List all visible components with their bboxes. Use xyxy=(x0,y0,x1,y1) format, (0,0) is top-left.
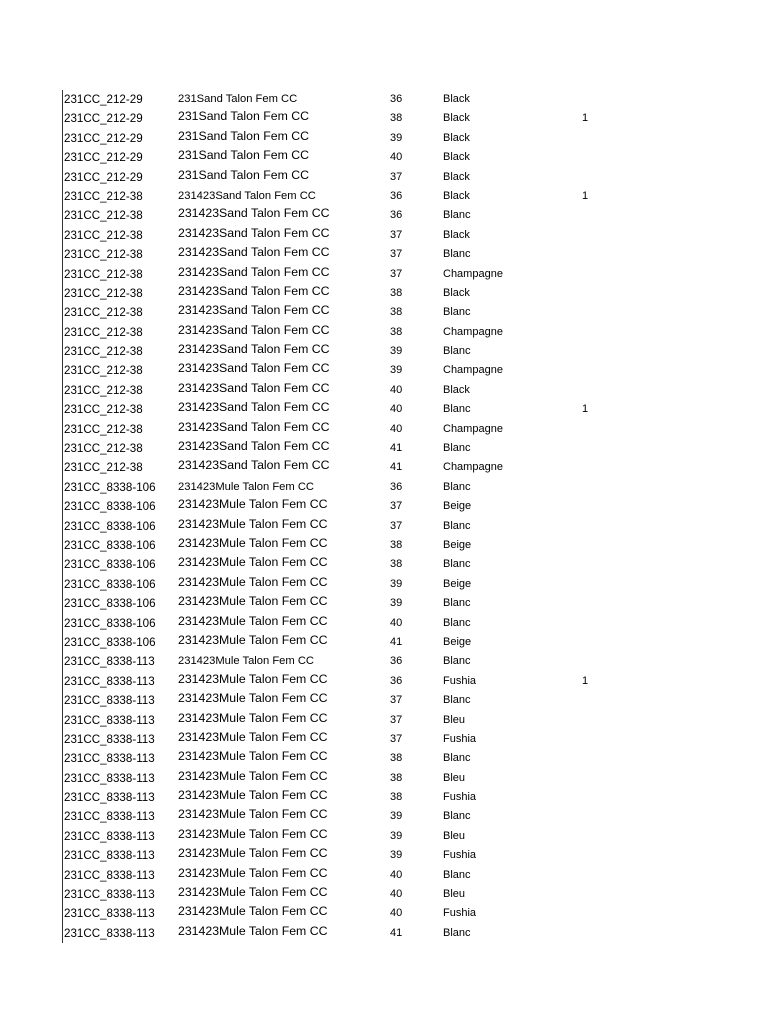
size-cell: 39 xyxy=(390,849,403,862)
color-cell: Fushia xyxy=(443,791,477,804)
table-row xyxy=(63,769,663,788)
product-code-cell: 231CC_8338-113 xyxy=(64,868,155,882)
table-row xyxy=(63,846,663,865)
product-code-cell: 231CC_8338-113 xyxy=(64,752,155,766)
color-cell: Blanc xyxy=(443,209,471,222)
color-cell: Black xyxy=(443,228,470,241)
size-cell: 36 xyxy=(390,189,403,202)
size-cell: 40 xyxy=(390,616,403,629)
table-row xyxy=(63,594,663,613)
product-name-cell: 231423Sand Talon Fem CC xyxy=(178,458,330,473)
product-code-cell: 231CC_212-29 xyxy=(64,170,143,184)
product-code-cell: 231CC_8338-113 xyxy=(64,674,155,688)
color-cell: Champagne xyxy=(443,267,503,280)
product-name-cell: 231423Mule Talon Fem CC xyxy=(178,826,328,841)
product-name-cell: 231423Sand Talon Fem CC xyxy=(178,225,330,240)
product-name-cell: 231423Sand Talon Fem CC xyxy=(178,264,330,279)
size-cell: 39 xyxy=(390,597,403,610)
table-row xyxy=(63,245,663,264)
product-code-cell: 231CC_8338-106 xyxy=(64,480,156,494)
product-name-cell: 231Sand Talon Fem CC xyxy=(178,109,310,124)
color-cell: Blanc xyxy=(443,442,471,455)
size-cell: 36 xyxy=(390,480,403,493)
product-code-cell: 231CC_8338-106 xyxy=(64,597,156,611)
color-cell: Black xyxy=(443,112,470,125)
product-code-cell: 231CC_212-38 xyxy=(64,442,143,456)
table-row xyxy=(63,711,663,730)
table-row xyxy=(63,381,663,400)
size-cell: 41 xyxy=(390,926,403,939)
product-name-cell: 231Sand Talon Fem CC xyxy=(178,167,310,182)
quantity-cell: 1 xyxy=(582,403,589,416)
product-name-cell: 231423Mule Talon Fem CC xyxy=(178,516,328,531)
size-cell: 40 xyxy=(390,868,403,881)
product-name-cell: 231423Mule Talon Fem CC xyxy=(178,632,328,647)
table-row xyxy=(63,420,663,439)
table-row xyxy=(63,497,663,516)
table-row xyxy=(63,517,663,536)
product-code-cell: 231CC_8338-113 xyxy=(64,771,155,785)
size-cell: 40 xyxy=(390,403,403,416)
color-cell: Champagne xyxy=(443,422,503,435)
product-name-cell: 231423Sand Talon Fem CC xyxy=(178,206,330,221)
product-code-cell: 231CC_8338-106 xyxy=(64,500,156,514)
product-code-cell: 231CC_212-38 xyxy=(64,345,143,359)
table-row xyxy=(63,904,663,923)
table-row xyxy=(63,90,663,109)
size-cell: 36 xyxy=(390,93,403,105)
product-name-cell: 231423Sand Talon Fem CC xyxy=(178,400,330,415)
color-cell: Blanc xyxy=(443,403,471,416)
size-cell: 37 xyxy=(390,694,403,707)
product-code-cell: 231CC_212-38 xyxy=(64,267,143,281)
table-row xyxy=(63,672,663,691)
table-row xyxy=(63,400,663,419)
size-cell: 39 xyxy=(390,829,403,842)
product-name-cell: 231423Mule Talon Fem CC xyxy=(178,555,328,570)
color-cell: Black xyxy=(443,170,470,183)
product-name-cell: 231Sand Talon Fem CC xyxy=(178,128,310,143)
size-cell: 38 xyxy=(390,558,403,571)
product-code-cell: 231CC_8338-113 xyxy=(64,849,155,863)
table-row xyxy=(63,788,663,807)
product-name-cell: 231423Sand Talon Fem CC xyxy=(178,245,330,260)
table-row xyxy=(63,284,663,303)
color-cell: Champagne xyxy=(443,325,503,338)
size-cell: 38 xyxy=(390,538,403,551)
color-cell: Bleu xyxy=(443,771,466,784)
product-code-cell: 231CC_8338-113 xyxy=(64,926,155,940)
color-cell: Fushia xyxy=(443,674,477,687)
quantity-cell: 1 xyxy=(582,674,589,687)
product-code-cell: 231CC_8338-113 xyxy=(64,888,155,902)
product-code-cell: 231CC_212-38 xyxy=(64,364,143,378)
product-name-cell: 231Sand Talon Fem CC xyxy=(178,148,310,163)
product-code-cell: 231CC_8338-113 xyxy=(64,655,155,669)
size-cell: 36 xyxy=(390,655,403,668)
size-cell: 37 xyxy=(390,500,403,513)
color-cell: Bleu xyxy=(443,713,466,726)
color-cell: Blanc xyxy=(443,345,471,358)
size-cell: 38 xyxy=(390,306,403,319)
product-code-cell: 231CC_8338-106 xyxy=(64,577,156,591)
color-cell: Blanc xyxy=(443,306,471,319)
color-cell: Beige xyxy=(443,635,472,648)
color-cell: Beige xyxy=(443,500,472,513)
product-name-cell: 231423Mule Talon Fem CC xyxy=(178,807,328,822)
table-row xyxy=(63,342,663,361)
quantity-cell: 1 xyxy=(582,112,589,125)
product-name-cell: 231423Sand Talon Fem CC xyxy=(178,342,330,357)
quantity-cell: 1 xyxy=(582,189,589,202)
product-code-cell: 231CC_212-29 xyxy=(64,151,143,165)
color-cell: Blanc xyxy=(443,868,471,881)
product-code-cell: 231CC_8338-113 xyxy=(64,907,155,921)
product-code-cell: 231CC_212-38 xyxy=(64,461,143,475)
table-row xyxy=(63,458,663,477)
color-cell: Blanc xyxy=(443,810,471,823)
product-name-cell: 231423Mule Talon Fem CC xyxy=(178,788,328,803)
color-cell: Blanc xyxy=(443,558,471,571)
product-name-cell: 231423Sand Talon Fem CC xyxy=(178,283,330,298)
product-name-cell: 231423Mule Talon Fem CC xyxy=(178,710,328,725)
color-cell: Blanc xyxy=(443,752,471,765)
product-code-cell: 231CC_212-38 xyxy=(64,403,143,417)
size-cell: 38 xyxy=(390,286,403,299)
size-cell: 40 xyxy=(390,422,403,435)
product-code-cell: 231CC_212-38 xyxy=(64,306,143,320)
size-cell: 38 xyxy=(390,752,403,765)
table-row xyxy=(63,575,663,594)
product-code-cell: 231CC_212-29 xyxy=(64,93,143,106)
product-code-cell: 231CC_8338-113 xyxy=(64,791,155,805)
color-cell: Beige xyxy=(443,538,472,551)
table-row xyxy=(63,439,663,458)
table-row xyxy=(63,807,663,826)
table-row xyxy=(63,730,663,749)
product-name-cell: 231423Mule Talon Fem CC xyxy=(178,613,328,628)
color-cell: Blanc xyxy=(443,597,471,610)
color-cell: Blanc xyxy=(443,480,471,493)
size-cell: 38 xyxy=(390,791,403,804)
product-code-cell: 231CC_8338-113 xyxy=(64,694,155,708)
size-cell: 39 xyxy=(390,577,403,590)
product-name-cell: 231423Mule Talon Fem CC xyxy=(178,574,328,589)
table-row xyxy=(63,109,663,128)
product-code-cell: 231CC_8338-106 xyxy=(64,519,156,533)
table-row xyxy=(63,265,663,284)
size-cell: 37 xyxy=(390,519,403,532)
table-row xyxy=(63,924,663,943)
product-name-cell: 231423Mule Talon Fem CC xyxy=(178,655,314,668)
product-name-cell: 231423Mule Talon Fem CC xyxy=(178,768,328,783)
color-cell: Champagne xyxy=(443,364,503,377)
product-code-cell: 231CC_212-38 xyxy=(64,209,143,223)
product-name-cell: 231423Mule Talon Fem CC xyxy=(178,691,328,706)
table-row xyxy=(63,361,663,380)
product-name-cell: 231423Mule Talon Fem CC xyxy=(178,749,328,764)
size-cell: 41 xyxy=(390,442,403,455)
table-row xyxy=(63,536,663,555)
product-name-cell: 231Sand Talon Fem CC xyxy=(178,93,298,105)
product-code-cell: 231CC_8338-106 xyxy=(64,635,156,649)
product-code-cell: 231CC_8338-106 xyxy=(64,616,156,630)
size-cell: 37 xyxy=(390,248,403,261)
product-name-cell: 231423Mule Talon Fem CC xyxy=(178,729,328,744)
color-cell: Fushia xyxy=(443,849,477,862)
size-cell: 39 xyxy=(390,131,403,144)
product-code-cell: 231CC_8338-113 xyxy=(64,732,155,746)
color-cell: Black xyxy=(443,93,470,105)
product-code-cell: 231CC_212-38 xyxy=(64,422,143,436)
product-name-cell: 231423Sand Talon Fem CC xyxy=(178,380,330,395)
product-code-cell: 231CC_212-38 xyxy=(64,383,143,397)
table-row xyxy=(63,866,663,885)
table-row xyxy=(63,323,663,342)
color-cell: Fushia xyxy=(443,907,477,920)
table-row xyxy=(63,148,663,167)
table-row xyxy=(63,187,663,206)
size-cell: 40 xyxy=(390,888,403,901)
size-cell: 37 xyxy=(390,267,403,280)
size-cell: 36 xyxy=(390,209,403,222)
product-name-cell: 231423Mule Talon Fem CC xyxy=(178,535,328,550)
size-cell: 37 xyxy=(390,228,403,241)
size-cell: 38 xyxy=(390,771,403,784)
table-row xyxy=(63,633,663,652)
color-cell: Champagne xyxy=(443,461,503,474)
color-cell: Blanc xyxy=(443,519,471,532)
table-row xyxy=(63,226,663,245)
product-name-cell: 231423Mule Talon Fem CC xyxy=(178,480,314,493)
product-name-cell: 231423Mule Talon Fem CC xyxy=(178,865,328,880)
table-row xyxy=(63,206,663,225)
product-name-cell: 231423Mule Talon Fem CC xyxy=(178,497,328,512)
table-row xyxy=(63,168,663,187)
product-code-cell: 231CC_212-29 xyxy=(64,131,143,145)
table-row xyxy=(63,885,663,904)
color-cell: Blanc xyxy=(443,248,471,261)
size-cell: 37 xyxy=(390,732,403,745)
color-cell: Blanc xyxy=(443,694,471,707)
product-name-cell: 231423Mule Talon Fem CC xyxy=(178,594,328,609)
product-name-cell: 231423Sand Talon Fem CC xyxy=(178,189,316,202)
product-name-cell: 231423Sand Talon Fem CC xyxy=(178,419,330,434)
size-cell: 40 xyxy=(390,907,403,920)
product-code-cell: 231CC_212-38 xyxy=(64,248,143,262)
product-name-cell: 231423Mule Talon Fem CC xyxy=(178,904,328,919)
table-row xyxy=(63,652,663,671)
color-cell: Black xyxy=(443,189,470,202)
table-row xyxy=(63,827,663,846)
size-cell: 38 xyxy=(390,325,403,338)
color-cell: Blanc xyxy=(443,926,471,939)
product-code-cell: 231CC_212-38 xyxy=(64,286,143,300)
size-cell: 39 xyxy=(390,345,403,358)
color-cell: Black xyxy=(443,286,470,299)
product-code-cell: 231CC_8338-113 xyxy=(64,713,155,727)
color-cell: Black xyxy=(443,151,470,164)
table-row xyxy=(63,614,663,633)
product-name-cell: 231423Mule Talon Fem CC xyxy=(178,846,328,861)
table-row xyxy=(63,129,663,148)
color-cell: Black xyxy=(443,383,470,396)
product-name-cell: 231423Sand Talon Fem CC xyxy=(178,361,330,376)
product-code-cell: 231CC_212-38 xyxy=(64,189,143,203)
product-code-cell: 231CC_8338-106 xyxy=(64,558,156,572)
size-cell: 39 xyxy=(390,364,403,377)
table-row xyxy=(63,303,663,322)
product-name-cell: 231423Mule Talon Fem CC xyxy=(178,885,328,900)
product-code-cell: 231CC_8338-113 xyxy=(64,810,155,824)
product-name-cell: 231423Sand Talon Fem CC xyxy=(178,439,330,454)
size-cell: 41 xyxy=(390,635,403,648)
product-name-cell: 231423Mule Talon Fem CC xyxy=(178,671,328,686)
product-name-cell: 231423Sand Talon Fem CC xyxy=(178,322,330,337)
color-cell: Blanc xyxy=(443,616,471,629)
color-cell: Black xyxy=(443,131,470,144)
size-cell: 38 xyxy=(390,112,403,125)
table-row xyxy=(63,555,663,574)
size-cell: 36 xyxy=(390,674,403,687)
product-name-cell: 231423Mule Talon Fem CC xyxy=(178,923,328,938)
table-row xyxy=(63,478,663,497)
table-row xyxy=(63,691,663,710)
color-cell: Blanc xyxy=(443,655,471,668)
size-cell: 41 xyxy=(390,461,403,474)
product-code-cell: 231CC_212-29 xyxy=(64,112,143,126)
table-row xyxy=(63,749,663,768)
size-cell: 40 xyxy=(390,383,403,396)
product-name-cell: 231423Sand Talon Fem CC xyxy=(178,303,330,318)
size-cell: 40 xyxy=(390,151,403,164)
color-cell: Beige xyxy=(443,577,472,590)
size-cell: 39 xyxy=(390,810,403,823)
product-code-cell: 231CC_212-38 xyxy=(64,325,143,339)
product-code-cell: 231CC_212-38 xyxy=(64,228,143,242)
color-cell: Bleu xyxy=(443,829,466,842)
product-table xyxy=(62,90,663,943)
product-code-cell: 231CC_8338-113 xyxy=(64,829,155,843)
color-cell: Bleu xyxy=(443,888,466,901)
product-code-cell: 231CC_8338-106 xyxy=(64,538,156,552)
size-cell: 37 xyxy=(390,713,403,726)
size-cell: 37 xyxy=(390,170,403,183)
color-cell: Fushia xyxy=(443,732,477,745)
